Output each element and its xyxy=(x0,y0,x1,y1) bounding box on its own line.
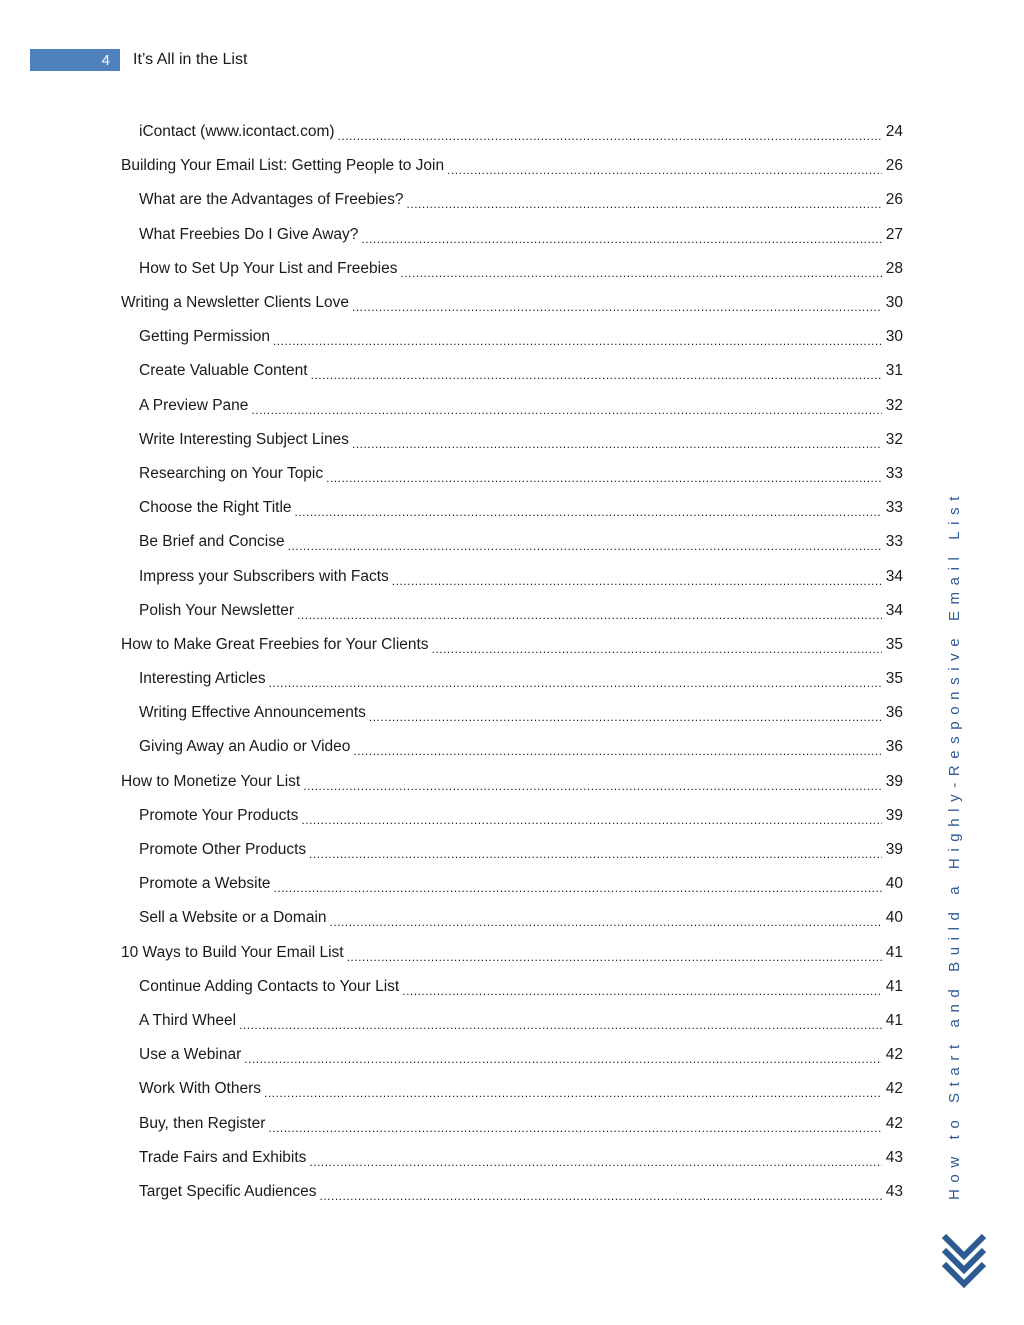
toc-entry-page-number: 42 xyxy=(885,1080,903,1098)
toc-entry-page-number: 36 xyxy=(885,738,903,756)
toc-subentry[interactable] xyxy=(121,457,903,491)
toc-dot-leader xyxy=(273,332,882,348)
toc-entry-title: Getting Permission xyxy=(139,328,270,346)
toc-entry-title: Promote Your Products xyxy=(139,806,299,824)
toc-entry-title: Researching on Your Topic xyxy=(139,464,324,482)
toc-entry-title: Writing a Newsletter Clients Love xyxy=(121,294,349,312)
toc-entry-title: Choose the Right Title xyxy=(139,499,292,517)
toc-entry-page-number: 32 xyxy=(885,396,903,414)
toc-dot-leader xyxy=(269,674,882,690)
toc-entry-page-number: 35 xyxy=(885,670,903,688)
toc-entry-page-number: 39 xyxy=(885,772,903,790)
toc-entry-page-number: 39 xyxy=(885,806,903,824)
toc-entry-title: 10 Ways to Build Your Email List xyxy=(121,943,344,961)
toc-entry-title: How to Set Up Your List and Freebies xyxy=(139,259,398,277)
toc-dot-leader xyxy=(402,982,882,998)
toc-entry-page-number: 41 xyxy=(885,943,903,961)
toc-subentry[interactable] xyxy=(121,594,903,628)
table-of-contents xyxy=(121,115,903,1209)
toc-entry-title: Promote Other Products xyxy=(139,841,307,859)
toc-entry-title: Building Your Email List: Getting People to Join xyxy=(121,157,445,175)
toc-entry-page-number: 34 xyxy=(885,567,903,585)
toc-dot-leader xyxy=(447,161,882,177)
toc-subentry[interactable] xyxy=(121,525,903,559)
toc-entry-page-number: 26 xyxy=(885,191,903,209)
toc-subentry[interactable] xyxy=(121,183,903,217)
toc-entry-page-number: 31 xyxy=(885,362,903,380)
toc-dot-leader xyxy=(251,401,882,417)
toc-entry-title: A Preview Pane xyxy=(139,396,249,414)
toc-entry-page-number: 32 xyxy=(885,430,903,448)
toc-entry-title: iContact (www.icontact.com) xyxy=(139,123,335,141)
toc-entry-page-number: 41 xyxy=(885,977,903,995)
toc-heading-entry[interactable] xyxy=(121,628,903,662)
toc-entry-page-number: 39 xyxy=(885,841,903,859)
toc-entry-title: Writing Effective Announcements xyxy=(139,704,366,722)
toc-entry-page-number: 43 xyxy=(885,1182,903,1200)
toc-dot-leader xyxy=(268,1119,882,1135)
toc-entry-title: Giving Away an Audio or Video xyxy=(139,738,351,756)
page-header xyxy=(30,49,247,71)
toc-entry-page-number: 42 xyxy=(885,1046,903,1064)
toc-entry-title: Target Specific Audiences xyxy=(139,1182,317,1200)
toc-entry-title: What are the Advantages of Freebies? xyxy=(139,191,404,209)
toc-subentry[interactable] xyxy=(121,559,903,593)
toc-entry-title: What Freebies Do I Give Away? xyxy=(139,225,359,243)
toc-subentry[interactable] xyxy=(121,423,903,457)
toc-subentry[interactable] xyxy=(121,1175,903,1209)
header-title: It’s All in the List xyxy=(133,51,248,68)
toc-dot-leader xyxy=(264,1084,882,1100)
toc-entry-page-number: 28 xyxy=(885,259,903,277)
toc-entry-page-number: 34 xyxy=(885,601,903,619)
toc-dot-leader xyxy=(244,1050,882,1066)
toc-subentry[interactable] xyxy=(121,1141,903,1175)
toc-dot-leader xyxy=(309,1153,882,1169)
toc-dot-leader xyxy=(338,127,882,143)
toc-entry-title: Impress your Subscribers with Facts xyxy=(139,567,389,585)
toc-heading-entry[interactable] xyxy=(121,936,903,970)
toc-entry-page-number: 41 xyxy=(885,1011,903,1029)
toc-entry-title: Buy, then Register xyxy=(139,1114,266,1132)
toc-entry-page-number: 42 xyxy=(885,1114,903,1132)
toc-subentry[interactable] xyxy=(121,662,903,696)
toc-entry-title: Create Valuable Content xyxy=(139,362,308,380)
toc-entry-page-number: 26 xyxy=(885,157,903,175)
toc-entry-page-number: 33 xyxy=(885,464,903,482)
toc-subentry[interactable] xyxy=(121,970,903,1004)
toc-subentry[interactable] xyxy=(121,901,903,935)
toc-subentry[interactable] xyxy=(121,1106,903,1140)
toc-subentry[interactable] xyxy=(121,867,903,901)
toc-dot-leader xyxy=(330,913,882,929)
toc-dot-leader xyxy=(352,298,882,314)
toc-dot-leader xyxy=(407,195,882,211)
toc-entry-title: Write Interesting Subject Lines xyxy=(139,430,349,448)
toc-entry-page-number: 33 xyxy=(885,533,903,551)
toc-entry-page-number: 40 xyxy=(885,875,903,893)
toc-subentry[interactable] xyxy=(121,799,903,833)
toc-dot-leader xyxy=(361,230,882,246)
toc-subentry[interactable] xyxy=(121,115,903,149)
toc-subentry[interactable] xyxy=(121,1072,903,1106)
toc-subentry[interactable] xyxy=(121,354,903,388)
toc-dot-leader xyxy=(400,264,882,280)
toc-dot-leader xyxy=(311,366,882,382)
toc-dot-leader xyxy=(352,435,882,451)
toc-dot-leader xyxy=(239,1016,882,1032)
toc-subentry[interactable] xyxy=(121,833,903,867)
toc-dot-leader xyxy=(303,777,882,793)
toc-heading-entry[interactable] xyxy=(121,149,903,183)
toc-entry-title: Use a Webinar xyxy=(139,1046,242,1064)
toc-entry-title: A Third Wheel xyxy=(139,1011,237,1029)
toc-dot-leader xyxy=(353,742,882,758)
double-chevron-down-icon xyxy=(940,1232,988,1294)
toc-subentry[interactable] xyxy=(121,252,903,286)
toc-subentry[interactable] xyxy=(121,696,903,730)
toc-entry-title: Continue Adding Contacts to Your List xyxy=(139,977,400,995)
toc-dot-leader xyxy=(309,845,882,861)
side-book-title: How to Start and Build a Highly-Responsive Email List xyxy=(946,490,963,1200)
toc-dot-leader xyxy=(432,640,882,656)
toc-entry-title: Be Brief and Concise xyxy=(139,533,285,551)
toc-dot-leader xyxy=(347,948,882,964)
toc-dot-leader xyxy=(274,879,882,895)
toc-entry-title: Work With Others xyxy=(139,1080,262,1098)
toc-dot-leader xyxy=(301,811,882,827)
toc-subentry[interactable] xyxy=(121,491,903,525)
toc-dot-leader xyxy=(320,1187,883,1203)
toc-entry-page-number: 27 xyxy=(885,225,903,243)
toc-entry-page-number: 30 xyxy=(885,328,903,346)
toc-subentry[interactable] xyxy=(121,1038,903,1072)
toc-entry-page-number: 30 xyxy=(885,294,903,312)
toc-entry-title: Interesting Articles xyxy=(139,670,266,688)
toc-dot-leader xyxy=(295,503,882,519)
toc-subentry[interactable] xyxy=(121,218,903,252)
toc-entry-title: Sell a Website or a Domain xyxy=(139,909,327,927)
toc-subentry[interactable] xyxy=(121,389,903,423)
toc-entry-page-number: 36 xyxy=(885,704,903,722)
toc-entry-page-number: 24 xyxy=(885,123,903,141)
toc-entry-page-number: 33 xyxy=(885,499,903,517)
toc-heading-entry[interactable] xyxy=(121,765,903,799)
toc-entry-title: How to Make Great Freebies for Your Clients xyxy=(121,635,429,653)
toc-heading-entry[interactable] xyxy=(121,286,903,320)
toc-entry-page-number: 40 xyxy=(885,909,903,927)
toc-entry-title: Polish Your Newsletter xyxy=(139,601,295,619)
toc-subentry[interactable] xyxy=(121,730,903,764)
toc-subentry[interactable] xyxy=(121,1004,903,1038)
toc-dot-leader xyxy=(288,537,882,553)
toc-entry-title: Promote a Website xyxy=(139,875,271,893)
toc-dot-leader xyxy=(297,606,882,622)
toc-entry-page-number: 43 xyxy=(885,1148,903,1166)
toc-entry-title: How to Monetize Your List xyxy=(121,772,301,790)
toc-entry-title: Trade Fairs and Exhibits xyxy=(139,1148,307,1166)
toc-dot-leader xyxy=(326,469,882,485)
page-number: 4 xyxy=(30,49,120,71)
toc-dot-leader xyxy=(392,572,882,588)
toc-dot-leader xyxy=(369,708,882,724)
toc-subentry[interactable] xyxy=(121,320,903,354)
toc-entry-page-number: 35 xyxy=(885,635,903,653)
